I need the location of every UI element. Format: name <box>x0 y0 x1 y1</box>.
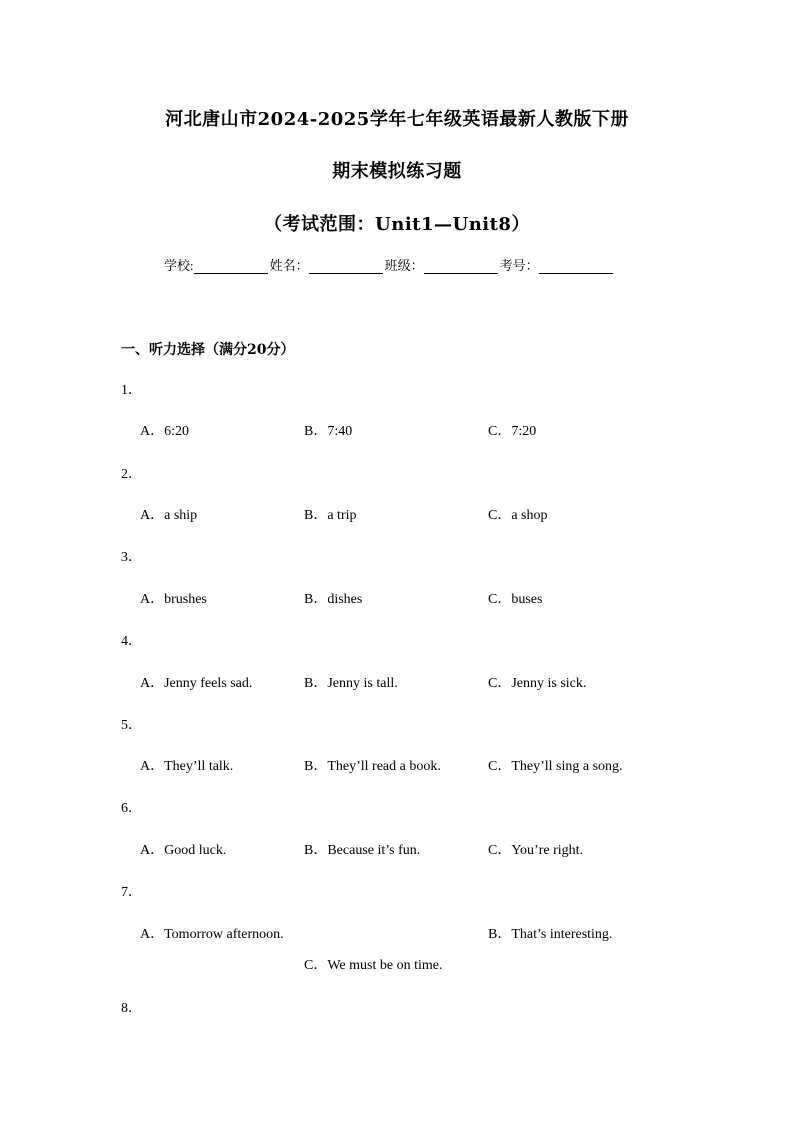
class-blank <box>424 260 498 274</box>
number-blank <box>539 260 613 274</box>
question-number: 2． <box>121 467 142 482</box>
option-a: A．a ship <box>140 508 198 523</box>
document-title-line1: 河北唐山市2024-2025学年七年级英语最新人教版下册 <box>165 109 629 130</box>
option-b: B．Because it’s fun. <box>304 843 421 858</box>
option-a: A．6:20 <box>140 424 189 439</box>
option-b: B．a trip <box>304 508 357 523</box>
option-c: C．7:20 <box>488 424 537 439</box>
question-number: 1． <box>121 383 142 398</box>
student-info-line <box>164 255 615 274</box>
question-number: 6． <box>121 801 142 816</box>
school-label: 学校: <box>164 258 194 273</box>
name-label: 姓名： <box>269 258 309 273</box>
option-a: A．brushes <box>140 592 207 607</box>
question-number: 8． <box>121 1001 142 1016</box>
exam-scope: （考试范围：Unit1—Unit8） <box>264 214 530 235</box>
option-a: A．Jenny feels sad. <box>140 676 253 691</box>
option-a: A．Tomorrow afternoon. <box>140 927 284 942</box>
question-number: 7． <box>121 885 142 900</box>
class-label: 班级： <box>384 258 424 273</box>
option-b: B．dishes <box>304 592 363 607</box>
option-c: C．We must be on time. <box>304 958 443 973</box>
option-c: C．They’ll sing a song. <box>488 759 623 774</box>
option-b: B．That’s interesting. <box>488 927 613 942</box>
number-label: 考号： <box>499 258 539 273</box>
option-a: A．They’ll talk. <box>140 759 234 774</box>
option-c: C．You’re right. <box>488 843 584 858</box>
option-c: C．a shop <box>488 508 548 523</box>
option-c: C．Jenny is sick. <box>488 676 587 691</box>
option-c: C．buses <box>488 592 543 607</box>
school-blank <box>194 260 268 274</box>
question-number: 4． <box>121 634 142 649</box>
name-blank <box>309 260 383 274</box>
option-b: B．7:40 <box>304 424 353 439</box>
question-number: 3． <box>121 550 142 565</box>
option-b: B．Jenny is tall. <box>304 676 398 691</box>
option-a: A．Good luck. <box>140 843 227 858</box>
option-b: B．They’ll read a book. <box>304 759 441 774</box>
question-number: 5． <box>121 718 142 733</box>
document-title-line2: 期末模拟练习题 <box>332 161 462 182</box>
section-heading-listening: 一、听力选择（满分20分） <box>121 342 295 358</box>
